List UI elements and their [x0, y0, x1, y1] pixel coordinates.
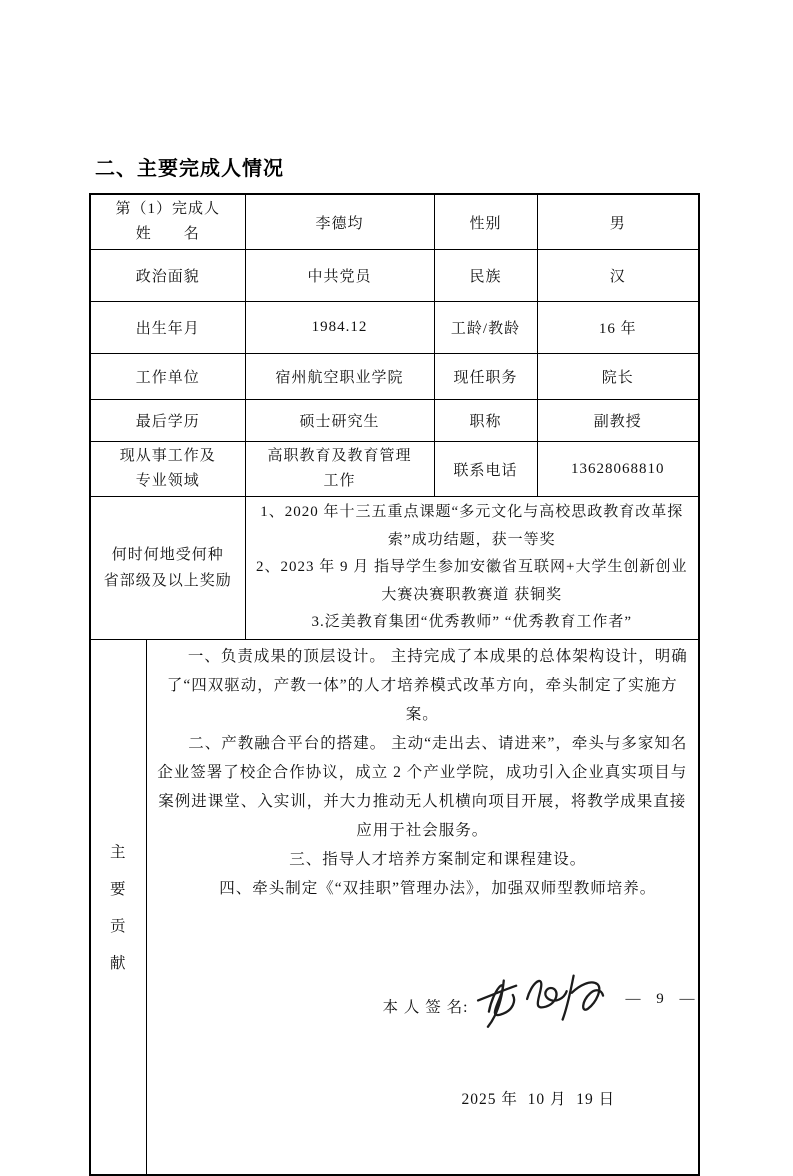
field-contributions-label: 主 要 贡 献	[90, 639, 146, 1175]
field-current-position-value: 院长	[537, 354, 699, 400]
page-number: — 9 —	[625, 991, 697, 1007]
field-completer-name-label: 第（1）完成人 姓 名	[90, 194, 245, 250]
field-phone-value: 13628068810	[537, 442, 699, 497]
signature-label: 本 人 签 名:	[382, 999, 469, 1016]
field-education-value: 硕士研究生	[245, 400, 434, 442]
award-item: 3.泛美教育集团“优秀教师” “优秀教育工作者”	[311, 614, 633, 630]
field-gender-label: 性别	[434, 194, 537, 250]
contribution-paragraph: 二、产教融合平台的搭建。 主动“走出去、请进来”，牵头与多家知名企业签署了校企合作协议，成立 2 个产业学院，成功引入企业真实项目与案例进课堂、入实训，并大力推动无人机横向项目开展，将教学成果直接应用于社会服务。	[157, 734, 688, 839]
field-seniority-label: 工龄/教龄	[434, 302, 537, 354]
table-row	[90, 302, 699, 354]
field-title-value: 副教授	[537, 400, 699, 442]
awards-row	[90, 497, 699, 640]
table-row	[90, 400, 699, 442]
field-work-unit-label: 工作单位	[90, 354, 245, 400]
table-row	[90, 354, 699, 400]
field-work-unit-value: 宿州航空职业学院	[245, 354, 434, 400]
field-ethnicity-value: 汉	[537, 250, 699, 302]
field-current-position-label: 现任职务	[434, 354, 537, 400]
field-awards-value	[245, 497, 699, 640]
contribution-paragraph: 三、指导人才培养方案制定和课程建设。	[289, 850, 587, 868]
award-item: 1、2020 年十三五重点课题“多元文化与高校思政教育改革探索”成功结题，获一等奖	[260, 504, 684, 548]
field-birth-date-value: 1984.12	[245, 302, 434, 354]
field-current-work-value: 高职教育及教育管理 工作	[245, 442, 434, 497]
completer-info-table	[89, 193, 700, 1176]
contributions-row	[90, 639, 699, 1175]
handwritten-signature	[470, 961, 612, 1032]
award-item: 2、2023 年 9 月 指导学生参加安徽省互联网+大学生创新创业大赛决赛职教赛道 获铜奖	[256, 559, 688, 603]
field-contributions-value	[146, 639, 699, 1175]
field-phone-label: 联系电话	[434, 442, 537, 497]
field-ethnicity-label: 民族	[434, 250, 537, 302]
signature-block	[383, 933, 695, 1172]
field-completer-name-value: 李德均	[245, 194, 434, 250]
field-political-status-value: 中共党员	[245, 250, 434, 302]
table-row	[90, 194, 699, 250]
field-gender-value: 男	[537, 194, 699, 250]
contribution-paragraph: 四、牵头制定《“双挂职”管理办法》，加强双师型教师培养。	[219, 879, 657, 897]
contribution-paragraph: 一、负责成果的顶层设计。 主持完成了本成果的总体架构设计，明确了“四双驱动，产教一体”的人才培养模式改革方向，牵头制定了实施方案。	[166, 647, 688, 723]
field-political-status-label: 政治面貌	[90, 250, 245, 302]
table-row	[90, 442, 699, 497]
section-title: 二、主要完成人情况	[95, 158, 284, 180]
field-seniority-value: 16 年	[537, 302, 699, 354]
field-birth-date-label: 出生年月	[90, 302, 245, 354]
field-awards-label: 何时何地受何种 省部级及以上奖励	[90, 497, 245, 640]
field-current-work-label: 现从事工作及 专业领域	[90, 442, 245, 497]
signature-date: 2025 年 10 月 19 日	[461, 1090, 616, 1108]
field-education-label: 最后学历	[90, 400, 245, 442]
table-row	[90, 250, 699, 302]
field-title-label: 职称	[434, 400, 537, 442]
